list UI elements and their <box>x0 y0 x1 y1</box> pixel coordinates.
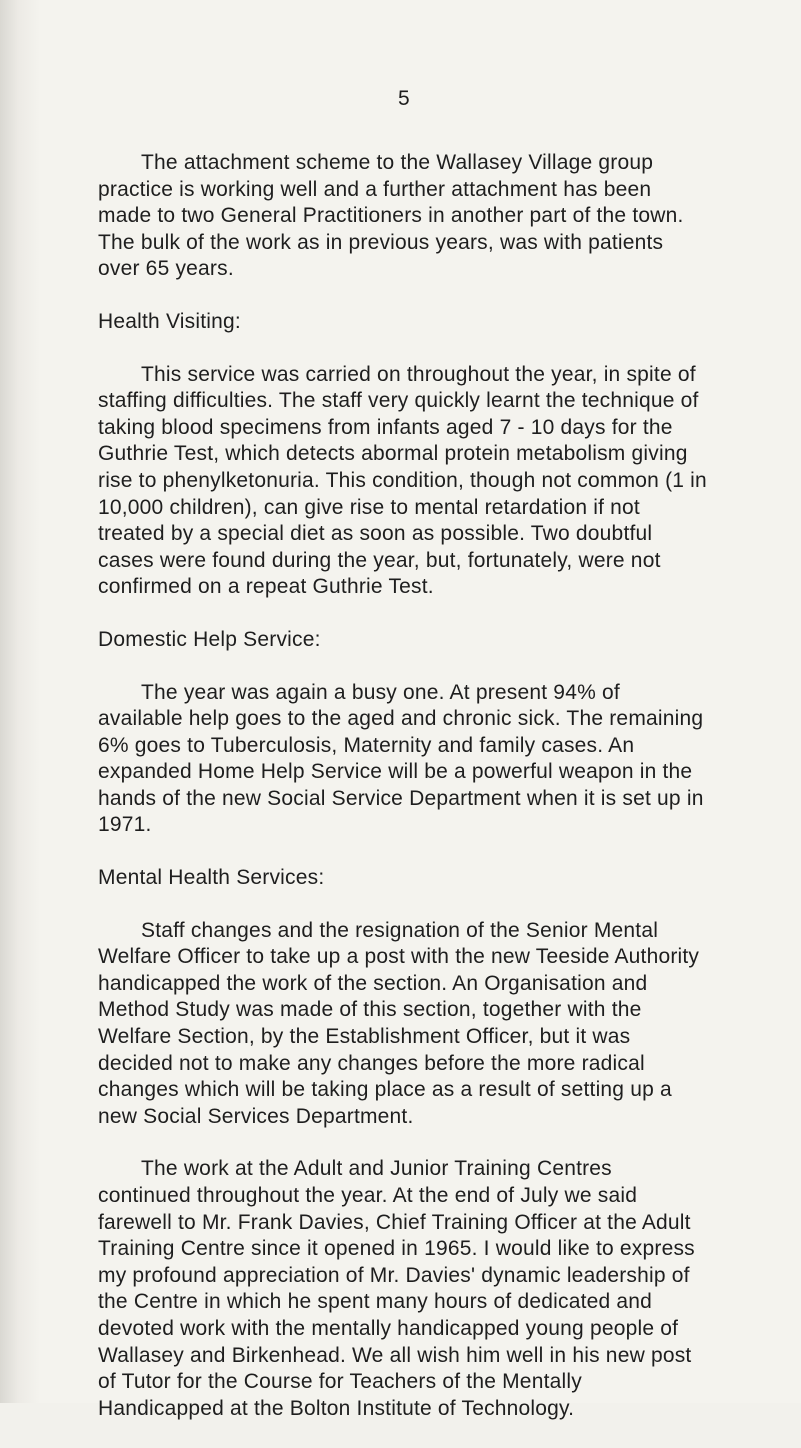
heading-health-visiting: Health Visiting: <box>98 309 241 333</box>
paragraph-domestic-help: The year was again a busy one. At present 94% of available help goes to the aged and chronic sick. The remaining 6% goes to Tuberculosis, Maternity and family cases. An expanded Home Help Service will be a powerful weapon in the hands of the new Social Service Department when it is set up in 1971. <box>98 680 704 837</box>
heading-mental-health: Mental Health Services: <box>98 866 325 890</box>
page-number: 5 <box>398 87 410 110</box>
paragraph-training-centres: The work at the Adult and Junior Training Centres continued throughout the year. At the end of July we said farewell to Mr. Frank Davies, Chief Training Officer at the Adult Training Centre since it opened in 1965. I would like to express my profound appreciation of Mr. Davies' dynamic leadership of the Centre in which he spent many hours of dedicated and devoted work with the mentally handicapped young people of Wallasey and Birkenhead. We all wish him well in his new post of Tutor for the Course for Teachers of the Mentally Handicapped at the Bolton Institute of Technology. <box>98 1157 695 1420</box>
paragraph-mental-health-staff: Staff changes and the resignation of the Senior Mental Welfare Officer to take up a post with the new Teeside Authority handicapped the work of the section. An Organisation and Method Study was made of this section, together with the Welfare Section, by the Establishment Officer, but it was decided not to make any changes before the more radical changes which will be taking place as a result of setting up a new Social Services Department. <box>98 918 700 1128</box>
heading-domestic-help: Domestic Help Service: <box>98 627 321 651</box>
paragraph-health-visiting: This service was carried on throughout the year, in spite of staffing difficulties. The staff very quickly learnt the technique of taking blood specimens from infants aged 7 - 10 days for the Guthrie Test, which detects abormal protein metabolism giving rise to phenylketonuria. This condition, though not common (1 in 10,000 children), can give rise to mental retardation if not treated by a special diet as soon as possible. Two doubtful cases were found during the year, but, fortunately, were not confirmed on a repeat Guthrie Test. <box>98 362 707 599</box>
paragraph-attachment-scheme: The attachment scheme to the Wallasey Village group practice is working well and a further attachment has been made to two General Practitioners in another part of the town. The bulk of the work as in previous years, was with patients over 65 years. <box>98 151 684 281</box>
body-text <box>98 150 710 1448</box>
